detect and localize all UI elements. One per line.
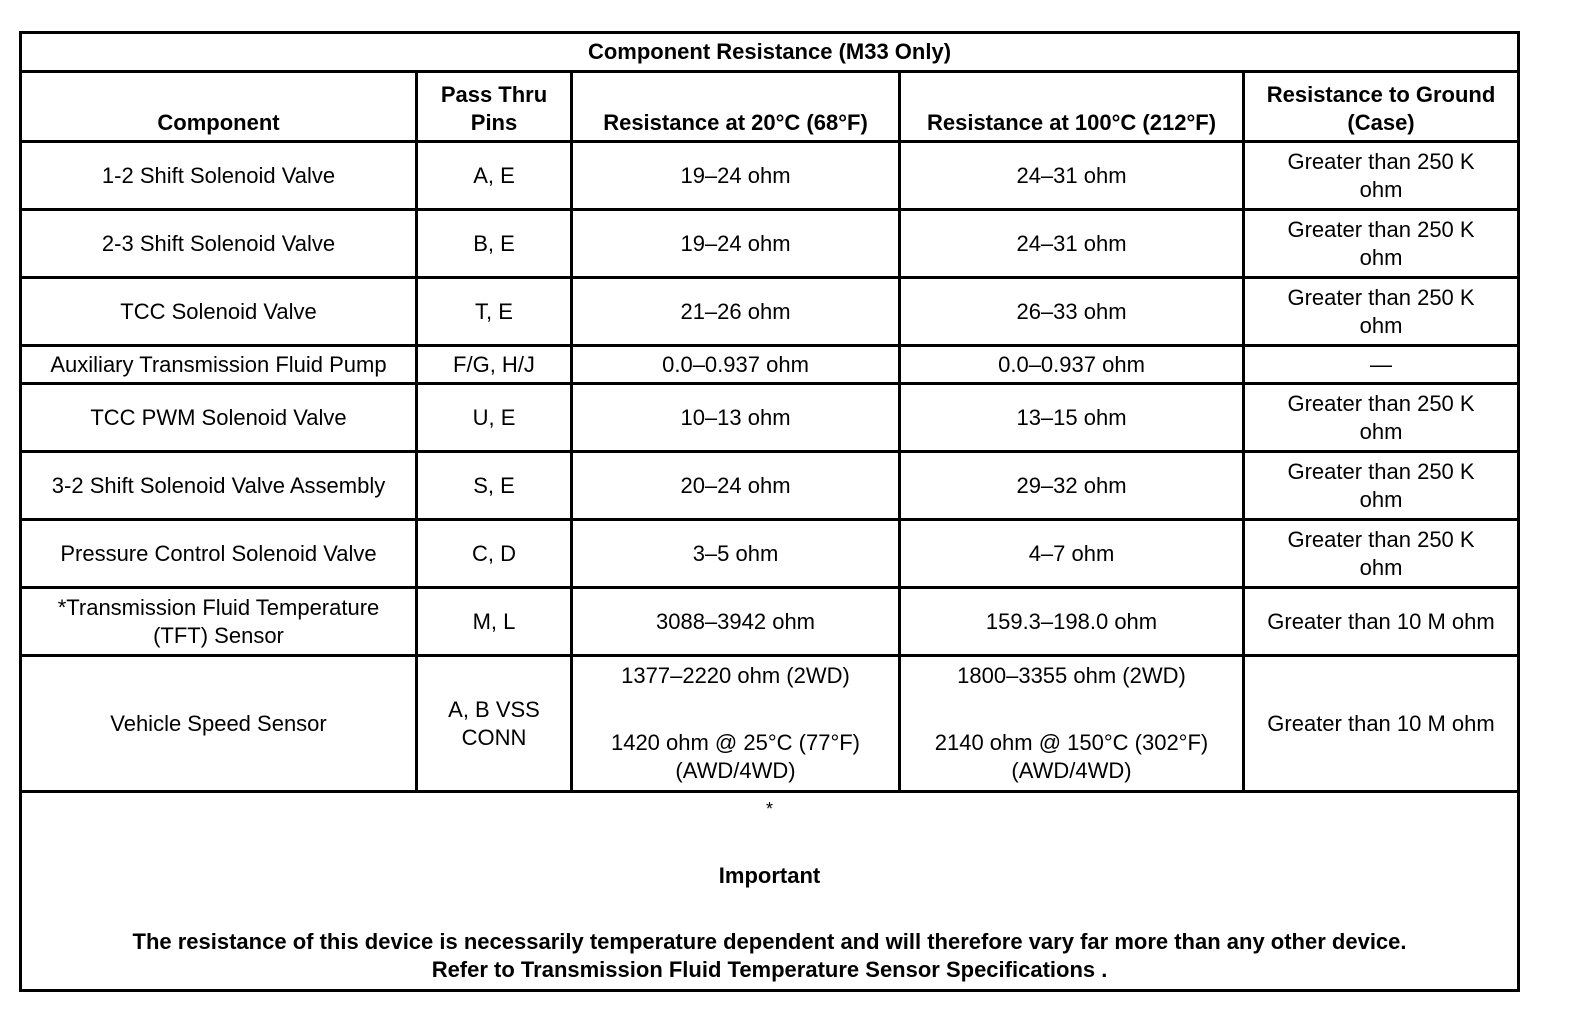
cell-ground-line2: ohm [1359, 486, 1403, 512]
cell-ground: Greater than 10 M ohm [1244, 656, 1519, 792]
cell-r100: 4–7 ohm [900, 520, 1244, 588]
note-important-label: Important [718, 863, 821, 888]
table-row [21, 278, 1519, 346]
cell-r20 [572, 656, 900, 792]
cell-r100-line3: (AWD/4WD) [1011, 758, 1132, 783]
cell-component-line2: (TFT) Sensor [153, 622, 284, 648]
cell-r20: 21–26 ohm [572, 278, 900, 346]
table-row [21, 520, 1519, 588]
cell-pins: M, L [417, 588, 572, 656]
cell-r20: 3088–3942 ohm [572, 588, 900, 656]
cell-ground: — [1244, 346, 1519, 384]
cell-ground [1244, 278, 1519, 346]
header-resistance-ground [1244, 72, 1519, 142]
cell-component: 3-2 Shift Solenoid Valve Assembly [21, 452, 417, 520]
cell-pins: C, D [417, 520, 572, 588]
cell-component [21, 588, 417, 656]
cell-pins: T, E [417, 278, 572, 346]
cell-ground [1244, 210, 1519, 278]
cell-pins-line2: CONN [461, 724, 527, 750]
header-row [21, 72, 1519, 142]
cell-ground-line2: ohm [1359, 418, 1403, 444]
header-pins-line1: Pass Thru [440, 82, 548, 107]
cell-r20-line3: (AWD/4WD) [675, 758, 796, 783]
header-ground-line2: (Case) [1347, 110, 1415, 135]
cell-r20: 20–24 ohm [572, 452, 900, 520]
cell-r100: 29–32 ohm [900, 452, 1244, 520]
header-resistance-100c: Resistance at 100°C (212°F) [900, 72, 1244, 142]
cell-r20-line1: 1377–2220 ohm (2WD) [621, 663, 850, 688]
cell-pins-line1: A, B VSS [448, 696, 540, 722]
table-row [21, 346, 1519, 384]
table-row [21, 452, 1519, 520]
cell-r20-line2: 1420 ohm @ 25°C (77°F) [610, 730, 861, 755]
note-text [28, 928, 1511, 984]
cell-pins: S, E [417, 452, 572, 520]
cell-ground-line2: ohm [1359, 312, 1403, 338]
cell-ground-line1: Greater than 250 K [1287, 216, 1475, 242]
cell-component: Auxiliary Transmission Fluid Pump [21, 346, 417, 384]
cell-ground-line2: ohm [1359, 176, 1403, 202]
cell-r20: 3–5 ohm [572, 520, 900, 588]
cell-ground-line1: Greater than 250 K [1287, 526, 1475, 552]
cell-pins: F/G, H/J [417, 346, 572, 384]
cell-r100 [900, 656, 1244, 792]
cell-ground-line1: Greater than 250 K [1287, 284, 1475, 310]
table-row [21, 142, 1519, 210]
cell-r20: 19–24 ohm [572, 142, 900, 210]
cell-ground [1244, 142, 1519, 210]
header-pins-line2: Pins [470, 110, 518, 135]
cell-pins: B, E [417, 210, 572, 278]
table-row [21, 656, 1519, 792]
cell-component: Vehicle Speed Sensor [21, 656, 417, 792]
cell-r100: 159.3–198.0 ohm [900, 588, 1244, 656]
note-text-line2: Refer to Transmission Fluid Temperature Sensor Specifications . [431, 957, 1108, 982]
note-row [21, 792, 1519, 991]
cell-component: Pressure Control Solenoid Valve [21, 520, 417, 588]
note-text-line1: The resistance of this device is necessarily temperature dependent and will therefore vary far more than any other device. [132, 929, 1407, 954]
cell-r100-line1: 1800–3355 ohm (2WD) [957, 663, 1186, 688]
cell-r20: 0.0–0.937 ohm [572, 346, 900, 384]
cell-ground [1244, 384, 1519, 452]
cell-component: 2-3 Shift Solenoid Valve [21, 210, 417, 278]
header-component: Component [21, 72, 417, 142]
cell-ground-line2: ohm [1359, 244, 1403, 270]
header-pins [417, 72, 572, 142]
cell-r20: 10–13 ohm [572, 384, 900, 452]
cell-ground: Greater than 10 M ohm [1244, 588, 1519, 656]
cell-r100: 13–15 ohm [900, 384, 1244, 452]
cell-ground [1244, 520, 1519, 588]
cell-component-line1: *Transmission Fluid Temperature [57, 594, 380, 620]
table-row [21, 588, 1519, 656]
cell-component: TCC Solenoid Valve [21, 278, 417, 346]
cell-ground-line1: Greater than 250 K [1287, 148, 1475, 174]
table-row [21, 384, 1519, 452]
cell-ground-line2: ohm [1359, 554, 1403, 580]
cell-r100: 24–31 ohm [900, 142, 1244, 210]
header-ground-line1: Resistance to Ground [1266, 82, 1496, 107]
cell-pins: A, E [417, 142, 572, 210]
cell-pins [417, 656, 572, 792]
cell-ground [1244, 452, 1519, 520]
cell-ground-line1: Greater than 250 K [1287, 390, 1475, 416]
cell-r100: 26–33 ohm [900, 278, 1244, 346]
cell-component: TCC PWM Solenoid Valve [21, 384, 417, 452]
note-asterisk: * [766, 799, 774, 819]
cell-r100: 0.0–0.937 ohm [900, 346, 1244, 384]
cell-component: 1-2 Shift Solenoid Valve [21, 142, 417, 210]
table-title: Component Resistance (M33 Only) [21, 33, 1519, 72]
cell-ground-line1: Greater than 250 K [1287, 458, 1475, 484]
header-resistance-20c: Resistance at 20°C (68°F) [572, 72, 900, 142]
component-resistance-table [19, 31, 1520, 992]
cell-r100-line2: 2140 ohm @ 150°C (302°F) [934, 730, 1209, 755]
table-row [21, 210, 1519, 278]
cell-r20: 19–24 ohm [572, 210, 900, 278]
cell-pins: U, E [417, 384, 572, 452]
cell-r100: 24–31 ohm [900, 210, 1244, 278]
note-cell [21, 792, 1519, 991]
